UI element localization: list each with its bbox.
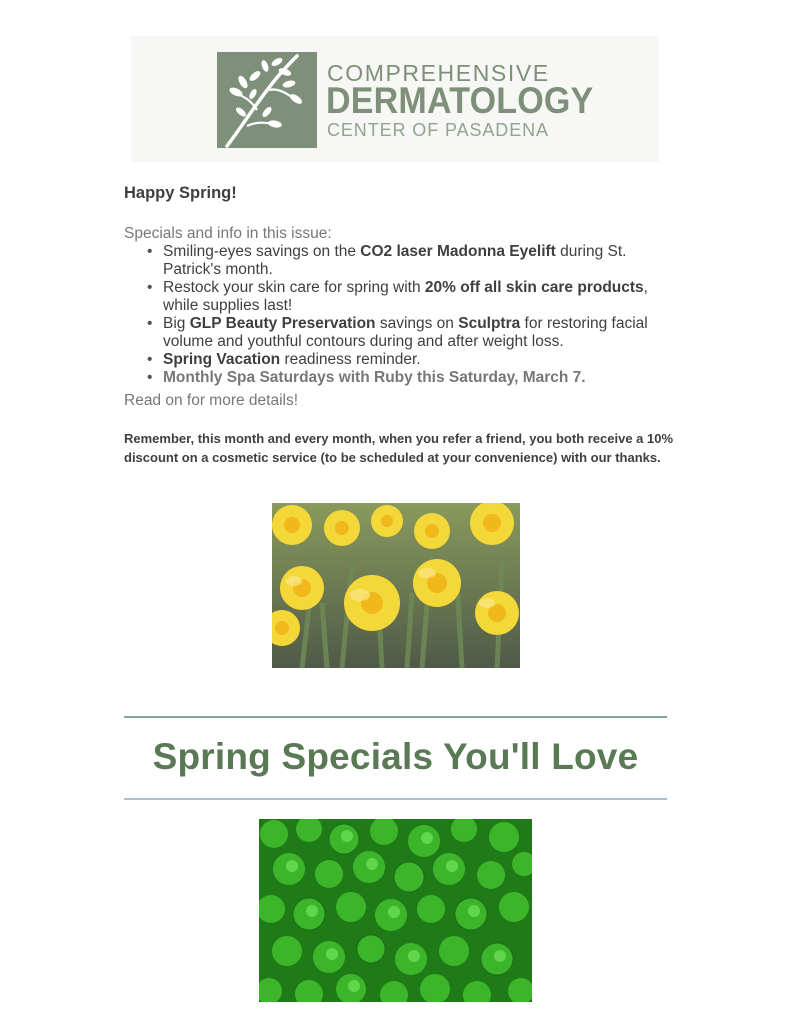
referral-notice: Remember, this month and every month, when you refer a friend, you both receive a 10% discount on a cosmetic service (to be scheduled at your convenience) with our thanks. (124, 431, 674, 465)
greeting-heading: Happy Spring! (124, 184, 237, 202)
list-item: • Spring Vacation readiness reminder. (146, 351, 666, 369)
list-item: • Restock your skin care for spring with 20% off all skin care products, while supplies last! (146, 279, 666, 315)
logo-line-dermatology: DERMATOLOGY (326, 80, 594, 121)
logo-line-center: CENTER OF PASADENA (327, 120, 549, 140)
leafy-branch-icon (217, 52, 317, 148)
specials-list (146, 243, 666, 387)
logo-line-comprehensive: COMPREHENSIVE (327, 60, 550, 86)
list-item: • Big GLP Beauty Preservation savings on Sculptra for restoring facial volume and youthful contours during and after weight loss. (146, 315, 666, 351)
clovers-photo (259, 819, 532, 1002)
section-divider-top (124, 716, 667, 718)
list-item: • Smiling-eyes savings on the CO2 laser Madonna Eyelift during St. Patrick's month. (146, 243, 666, 279)
section-title: Spring Specials You'll Love (152, 736, 639, 777)
list-item: • Monthly Spa Saturdays with Ruby this Saturday, March 7. (146, 369, 666, 387)
section-divider-bottom (124, 798, 667, 800)
read-on-text: Read on for more details! (124, 392, 299, 409)
intro-text: Specials and info in this issue: (124, 225, 332, 242)
daffodils-photo (272, 503, 520, 668)
